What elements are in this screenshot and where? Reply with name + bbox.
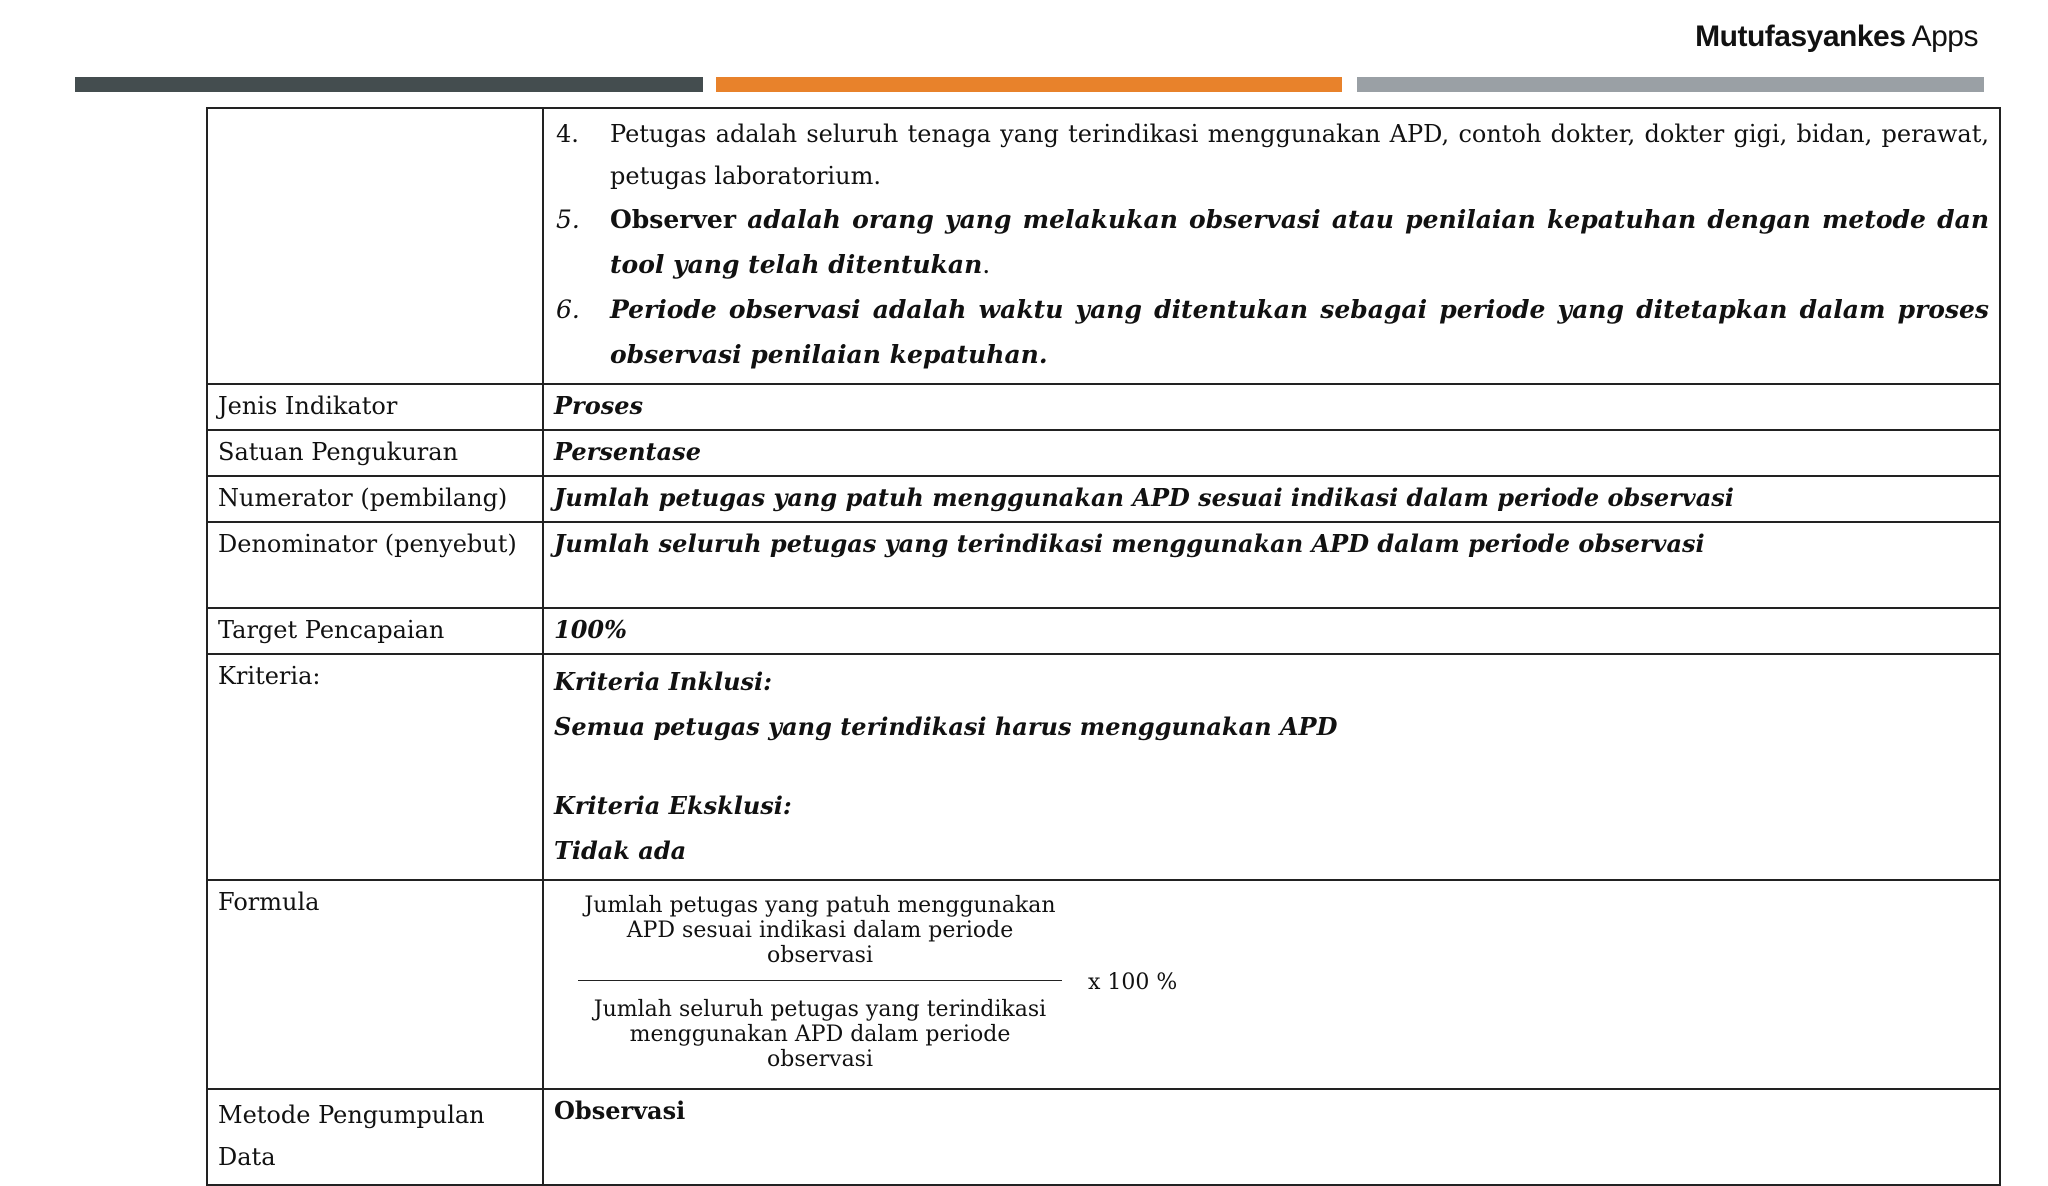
label-line1: Metode Pengumpulan bbox=[218, 1101, 485, 1129]
item-text: Periode observasi adalah waktu yang ditentukan sebagai periode yang ditetapkan dalam proses observasi penilaian kepatuhan. bbox=[610, 295, 1989, 369]
spacer bbox=[554, 749, 1989, 783]
inklusi-text: Semua petugas yang terindikasi harus menggunakan APD bbox=[554, 712, 1338, 741]
row-label: Satuan Pengukuran bbox=[207, 430, 543, 476]
row-label: Target Pencapaian bbox=[207, 608, 543, 654]
eksklusi-title: Kriteria Eksklusi: bbox=[554, 791, 792, 820]
kriteria-cell bbox=[543, 654, 2000, 880]
row-label: Formula bbox=[207, 880, 543, 1089]
definition-item-5 bbox=[554, 197, 1989, 287]
label-line2: Data bbox=[218, 1143, 276, 1171]
brand-bold: Mutufasyankes bbox=[1695, 20, 1906, 53]
item-number: 5. bbox=[556, 205, 580, 234]
brand-regular: Apps bbox=[1911, 20, 1978, 53]
item-text: Petugas adalah seluruh tenaga yang terindikasi menggunakan APD, contoh dokter, dokter gigi, bidan, perawat, petugas laboratorium. bbox=[610, 120, 1989, 190]
definition-item-6 bbox=[554, 287, 1989, 377]
eksklusi-text: Tidak ada bbox=[554, 836, 687, 865]
formula-multiplier: x 100 % bbox=[1088, 969, 1178, 995]
formula-row bbox=[207, 880, 2000, 1089]
item-number: 4. bbox=[556, 120, 579, 148]
jenis-indikator-row bbox=[207, 384, 2000, 430]
formula-fraction bbox=[578, 893, 1062, 1072]
item-number: 6. bbox=[556, 295, 580, 324]
numerator-row bbox=[207, 476, 2000, 522]
inklusi-title: Kriteria Inklusi: bbox=[554, 667, 773, 696]
kriteria-row bbox=[207, 654, 2000, 880]
row-value: Jumlah seluruh petugas yang terindikasi menggunakan APD dalam periode observasi bbox=[543, 522, 2000, 608]
fraction-denominator-line2: menggunakan APD dalam periode observasi bbox=[629, 1022, 1011, 1072]
row-value: 100% bbox=[543, 608, 2000, 654]
item-tail: . bbox=[982, 250, 991, 279]
definitions-row bbox=[207, 108, 2000, 384]
fraction-denominator-line1: Jumlah seluruh petugas yang terindikasi bbox=[593, 997, 1047, 1022]
definition-list bbox=[554, 113, 1989, 377]
row-label: Kriteria: bbox=[207, 654, 543, 880]
item-text: adalah orang yang melakukan observasi atau penilaian kepatuhan dengan metode dan tool yang telah ditentukan bbox=[610, 205, 1989, 279]
row-label: Denominator (penyebut) bbox=[207, 522, 543, 608]
metode-label bbox=[207, 1089, 543, 1185]
app-brand bbox=[1695, 20, 1978, 54]
definitions-cell bbox=[543, 108, 2000, 384]
row-value: Observasi bbox=[543, 1089, 2000, 1185]
row-label: Numerator (pembilang) bbox=[207, 476, 543, 522]
row-value: Proses bbox=[543, 384, 2000, 430]
header-bar-dark bbox=[75, 77, 703, 92]
formula-cell bbox=[543, 880, 2000, 1089]
metode-row bbox=[207, 1089, 2000, 1185]
fraction-numerator-line1: Jumlah petugas yang patuh menggunakan bbox=[584, 893, 1056, 918]
header-bar-grey bbox=[1357, 77, 1984, 92]
row-value: Jumlah petugas yang patuh menggunakan APD sesuai indikasi dalam periode observasi bbox=[543, 476, 2000, 522]
indicator-profile-table bbox=[206, 107, 2001, 1186]
satuan-pengukuran-row bbox=[207, 430, 2000, 476]
row-label: Jenis Indikator bbox=[207, 384, 543, 430]
definition-item-4 bbox=[554, 113, 1989, 197]
fraction-numerator-line2: APD sesuai indikasi dalam periode observasi bbox=[626, 918, 1014, 968]
item-lead: Observer bbox=[610, 205, 737, 234]
definitions-label-cell bbox=[207, 108, 543, 384]
fraction-bar bbox=[578, 980, 1062, 981]
target-row bbox=[207, 608, 2000, 654]
row-value: Persentase bbox=[543, 430, 2000, 476]
denominator-row bbox=[207, 522, 2000, 608]
formula bbox=[554, 885, 1989, 1082]
header-bar-orange bbox=[716, 77, 1342, 92]
